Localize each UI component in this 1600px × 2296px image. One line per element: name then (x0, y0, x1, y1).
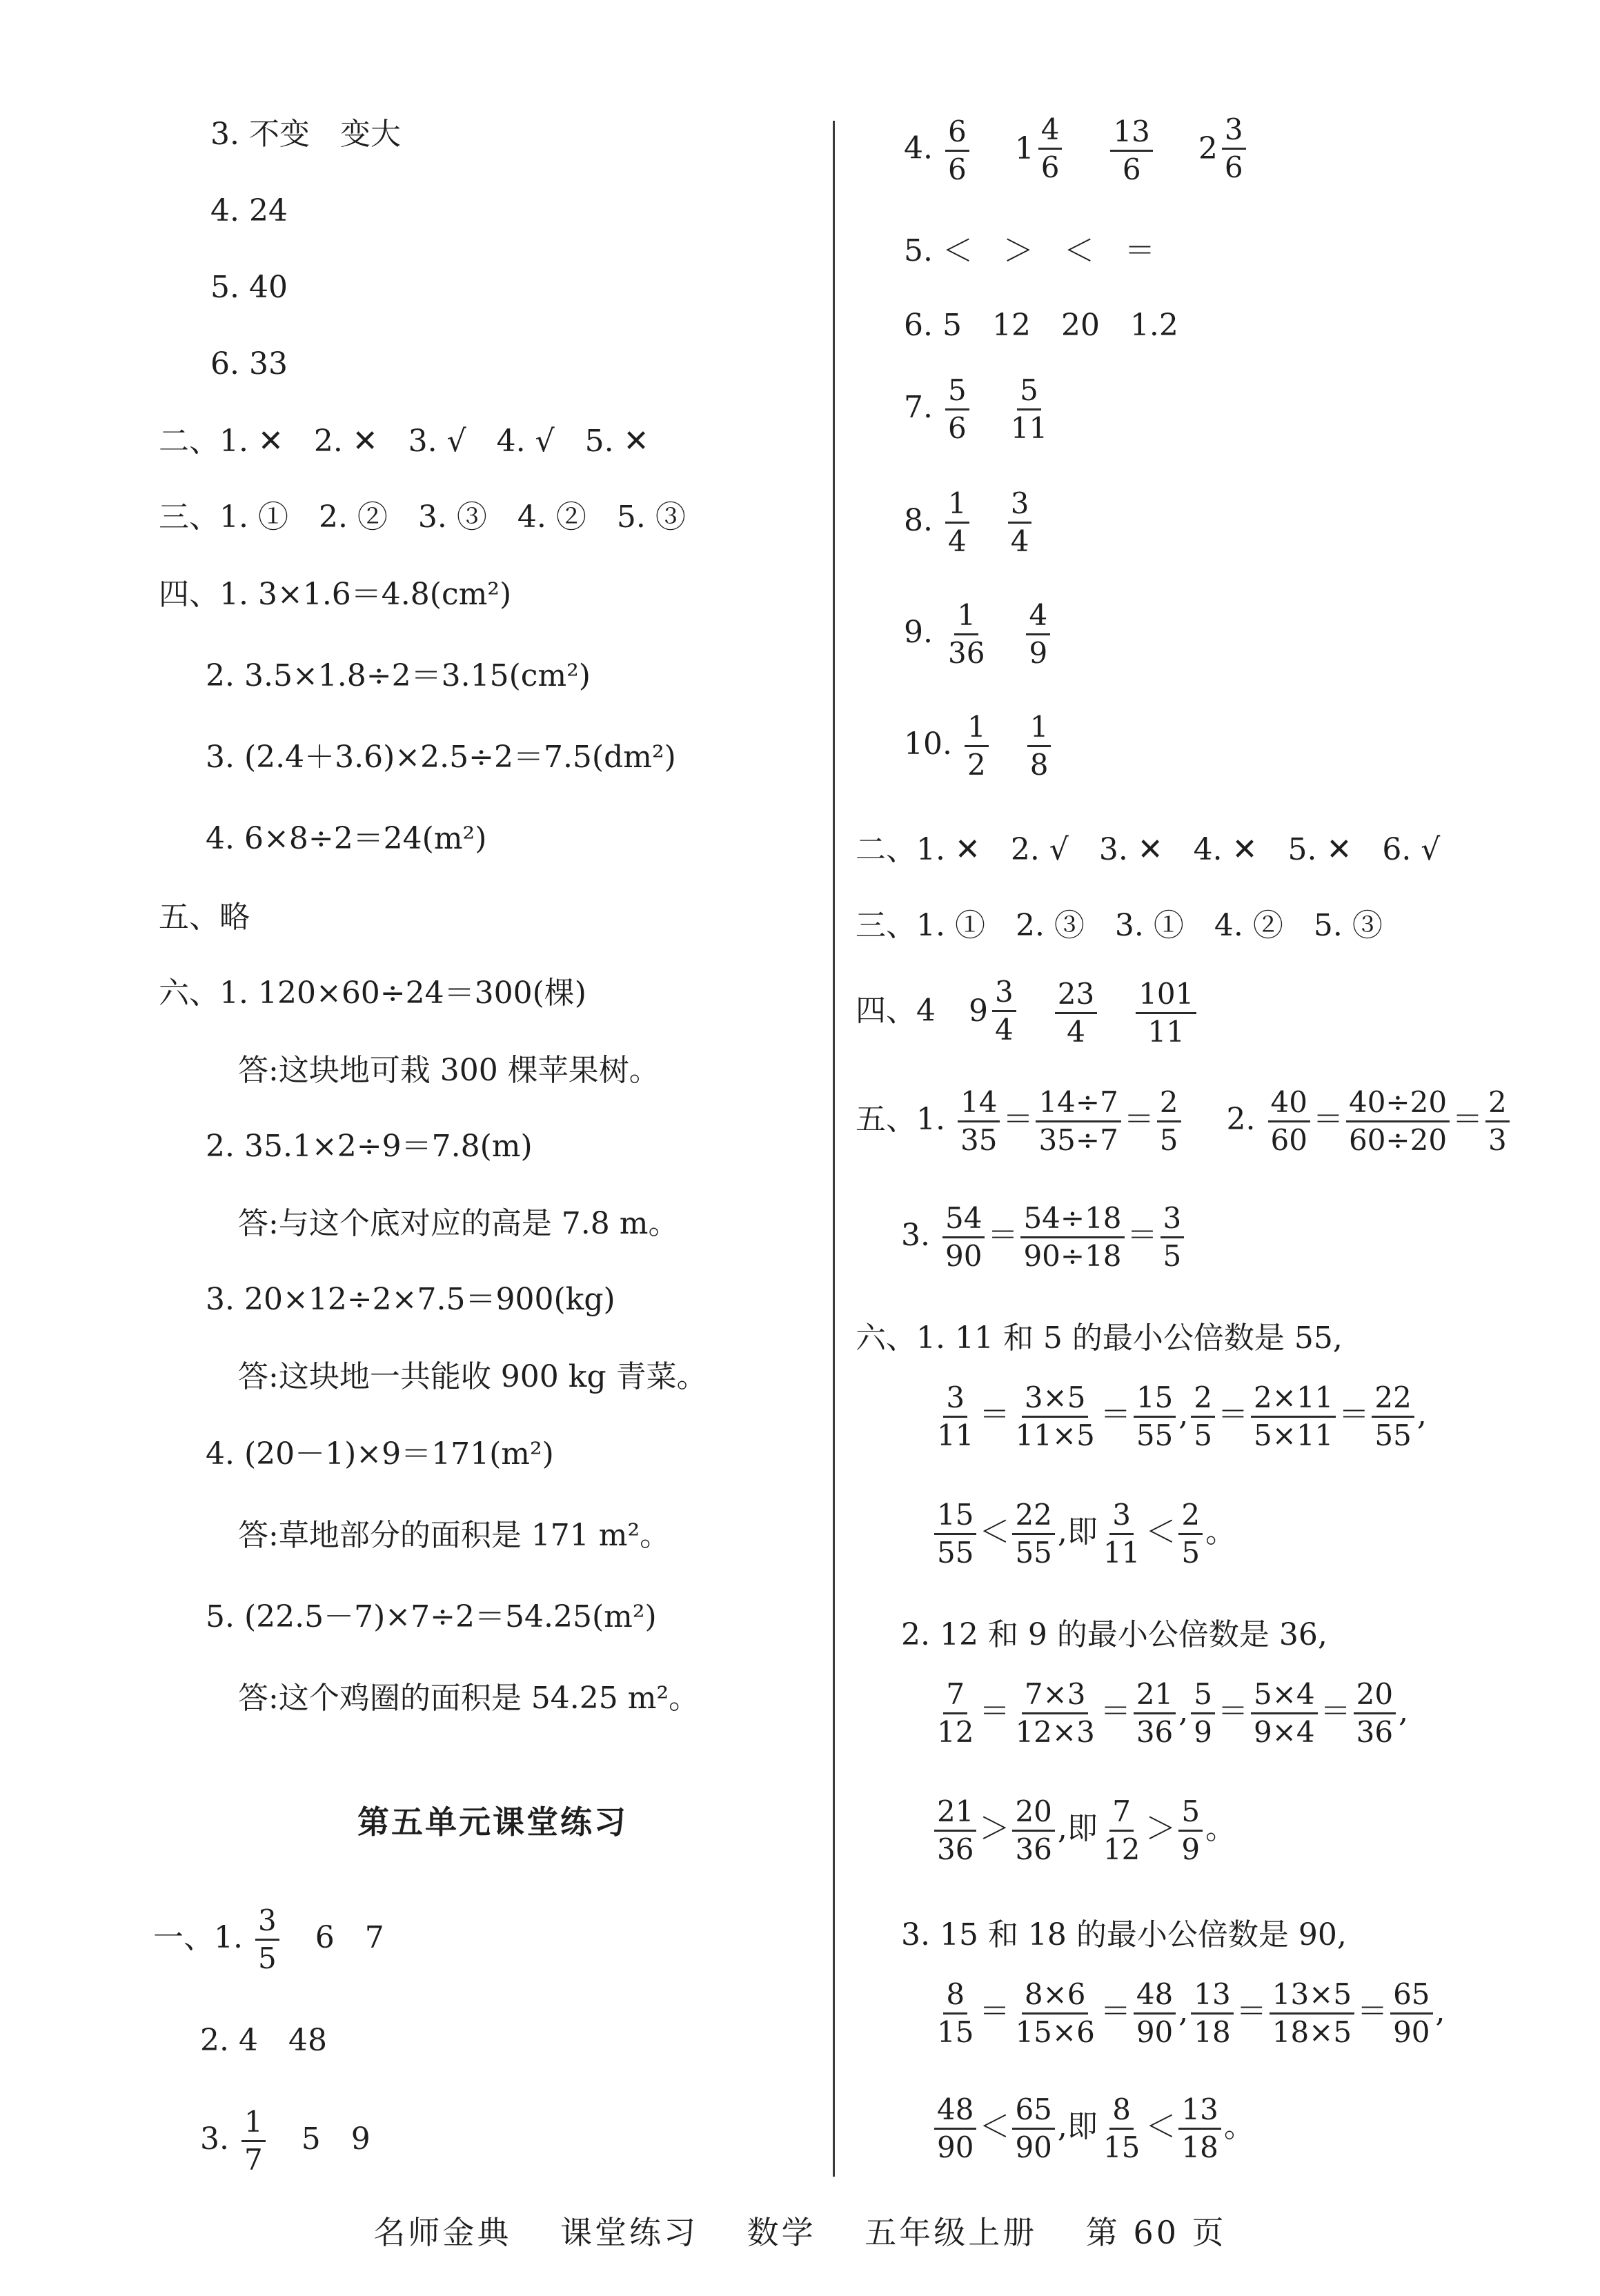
right-section-san: 三、1. ① 2. ③ 3. ① 4. ② 5. ③ (856, 908, 1383, 943)
q-label: 一、1. (153, 1920, 243, 1955)
section-wu: 五、略 (159, 900, 250, 935)
section-si-3: 3. (2.4＋3.6)×2.5÷2＝7.5(dm²) (206, 740, 676, 775)
footer-grade: 五年级上册 (865, 2214, 1038, 2251)
fraction: $\frac{13}{6}$ (1110, 114, 1152, 188)
section-si-4: 4. 6×8÷2＝24(m²) (206, 821, 487, 856)
answer-liu-3: 答:这块地一共能收 900 kg 青菜。 (238, 1359, 707, 1394)
answer-liu-1: 答:这块地可栽 300 棵苹果树。 (238, 1053, 660, 1088)
q-label: 3. (200, 2121, 229, 2157)
section-liu-2: 2. 35.1×2÷9＝7.8(m) (206, 1129, 533, 1164)
unit-q3 (200, 2104, 371, 2194)
right-q8: 8. $\frac{1}{4}$ $\frac{3}{4}$ (904, 486, 1034, 575)
section-si-1: 四、1. 3×1.6＝4.8(cm²) (159, 577, 512, 612)
section-si-2: 2. 3.5×1.8÷2＝3.15(cm²) (206, 658, 591, 693)
liu1-expr: $\frac{3}{11}$ ＝ $\frac{3\times 5}{11\times 5}$ ＝ $\frac{15}{55}$ , $\frac{2}{5}$ ＝ $\frac{2\times 11}{5\times 11}$ ＝ $\frac{22}{55}$ , (937, 1380, 1427, 1452)
unit-q1 (153, 1903, 384, 1992)
answer-liu-5: 答:这个鸡圈的面积是 54.25 m²。 (238, 1681, 700, 1716)
right-q4: 4. $\frac{6}{6}$ 1 $\frac{4}{6}$ $\frac{13}{6}$ 2 $\frac{3}{6}$ (904, 112, 1249, 201)
answer-3: 3. 不变 变大 (210, 117, 401, 152)
mixed-number: 2 $\frac{3}{6}$ (1198, 112, 1249, 186)
right-section-si: 四、4 9 $\frac{3}{4}$ $\frac{23}{4}$ $\frac{101}{11}$ (856, 974, 1199, 1064)
column-divider (833, 121, 835, 2177)
liu2-compare: $\frac{21}{36}$ ＞ $\frac{20}{36}$ ,即 $\frac{7}{12}$ ＞ $\frac{5}{9}$ 。 (931, 1794, 1236, 1883)
right-q9: 9. $\frac{1}{36}$ $\frac{4}{9}$ (904, 597, 1053, 687)
answer-4: 4. 24 (210, 193, 288, 228)
section-liu-5: 5. (22.5－7)×7÷2＝54.25(m²) (206, 1599, 657, 1634)
right-q7: 7. $\frac{5}{6}$ $\frac{5}{11}$ (904, 373, 1048, 445)
answer-5: 5. 40 (210, 270, 288, 305)
liu1-compare: $\frac{15}{55}$ ＜ $\frac{22}{55}$ ,即 $\frac{3}{11}$ ＜ $\frac{2}{5}$ 。 (931, 1497, 1236, 1587)
unit-title: 第五单元课堂练习 (357, 1803, 628, 1841)
liu3-compare: $\frac{48}{90}$ ＜ $\frac{65}{90}$ ,即 $\frac{8}{15}$ ＜ $\frac{13}{18}$ 。 (931, 2092, 1254, 2181)
right-section-liu-3: 3. 15 和 18 的最小公倍数是 90, (901, 1917, 1347, 1952)
right-section-er: 二、1. ✕ 2. √ 3. ✕ 4. ✕ 5. ✕ 6. √ (856, 832, 1441, 867)
fraction: $\frac{1}{7}$ (241, 2104, 266, 2178)
answer-liu-4: 答:草地部分的面积是 171 m²。 (238, 1518, 671, 1553)
section-liu-4: 4. (20－1)×9＝171(m²) (206, 1436, 554, 1472)
right-q10: 10. $\frac{1}{2}$ $\frac{1}{8}$ (904, 709, 1054, 799)
answer-liu-2: 答:与这个底对应的高是 7.8 m。 (238, 1206, 679, 1241)
right-section-wu-1: 五、1. $\frac{14}{35}$ ＝ $\frac{14\div 7}{35\div 7}$ ＝ $\frac{2}{5}$ 2. $\frac{40}{60}$ ＝ $\frac{40\div 20}{60\div 20}$ ＝ $\frac{2}{3}$ (856, 1085, 1512, 1174)
section-san-answers: 三、1. ① 2. ② 3. ③ 4. ② 5. ③ (159, 499, 686, 535)
right-section-liu-2: 2. 12 和 9 的最小公倍数是 36, (901, 1617, 1327, 1652)
footer-brand: 名师金典 (373, 2214, 512, 2251)
right-section-liu-1: 六、1. 11 和 5 的最小公倍数是 55, (856, 1320, 1343, 1356)
right-q6: 6. 5 12 20 1.2 (904, 308, 1178, 343)
footer-series: 课堂练习 (560, 2214, 698, 2251)
fraction: $\frac{3}{5}$ (255, 1903, 279, 1977)
liu3-expr: $\frac{8}{15}$ ＝ $\frac{8\times 6}{15\times 6}$ ＝ $\frac{48}{90}$ , $\frac{13}{18}$ ＝ $\frac{13\times 5}{18\times 5}$ ＝ $\frac{65}{90}$ , (937, 1977, 1445, 2049)
page-footer (0, 2208, 1600, 2253)
section-er-answers: 二、1. ✕ 2. ✕ 3. √ 4. √ 5. ✕ (159, 424, 649, 459)
right-q5: 5. ＜ ＞ ＜ ＝ (904, 233, 1155, 268)
answer-6: 6. 33 (210, 346, 288, 382)
unit-q2: 2. 4 48 (200, 2023, 327, 2058)
liu2-expr: $\frac{7}{12}$ ＝ $\frac{7\times 3}{12\times 3}$ ＝ $\frac{21}{36}$ , $\frac{5}{9}$ ＝ $\frac{5\times 4}{9\times 4}$ ＝ $\frac{20}{36}$ , (937, 1677, 1409, 1749)
fraction: $\frac{6}{6}$ (945, 114, 969, 188)
mixed-number: 1 $\frac{4}{6}$ (1015, 112, 1065, 186)
right-section-wu-3: 3. $\frac{54}{90}$ ＝ $\frac{54\div 18}{90\div 18}$ ＝ $\frac{3}{5}$ (901, 1200, 1187, 1290)
footer-page-number: 第 60 页 (1085, 2214, 1227, 2251)
section-liu-3: 3. 20×12÷2×7.5＝900(kg) (206, 1282, 615, 1317)
q-values: 6 7 (315, 1920, 384, 1955)
section-liu-1: 六、1. 120×60÷24＝300(棵) (159, 976, 586, 1011)
footer-subject: 数学 (747, 2214, 816, 2251)
q-values: 5 9 (301, 2121, 371, 2157)
